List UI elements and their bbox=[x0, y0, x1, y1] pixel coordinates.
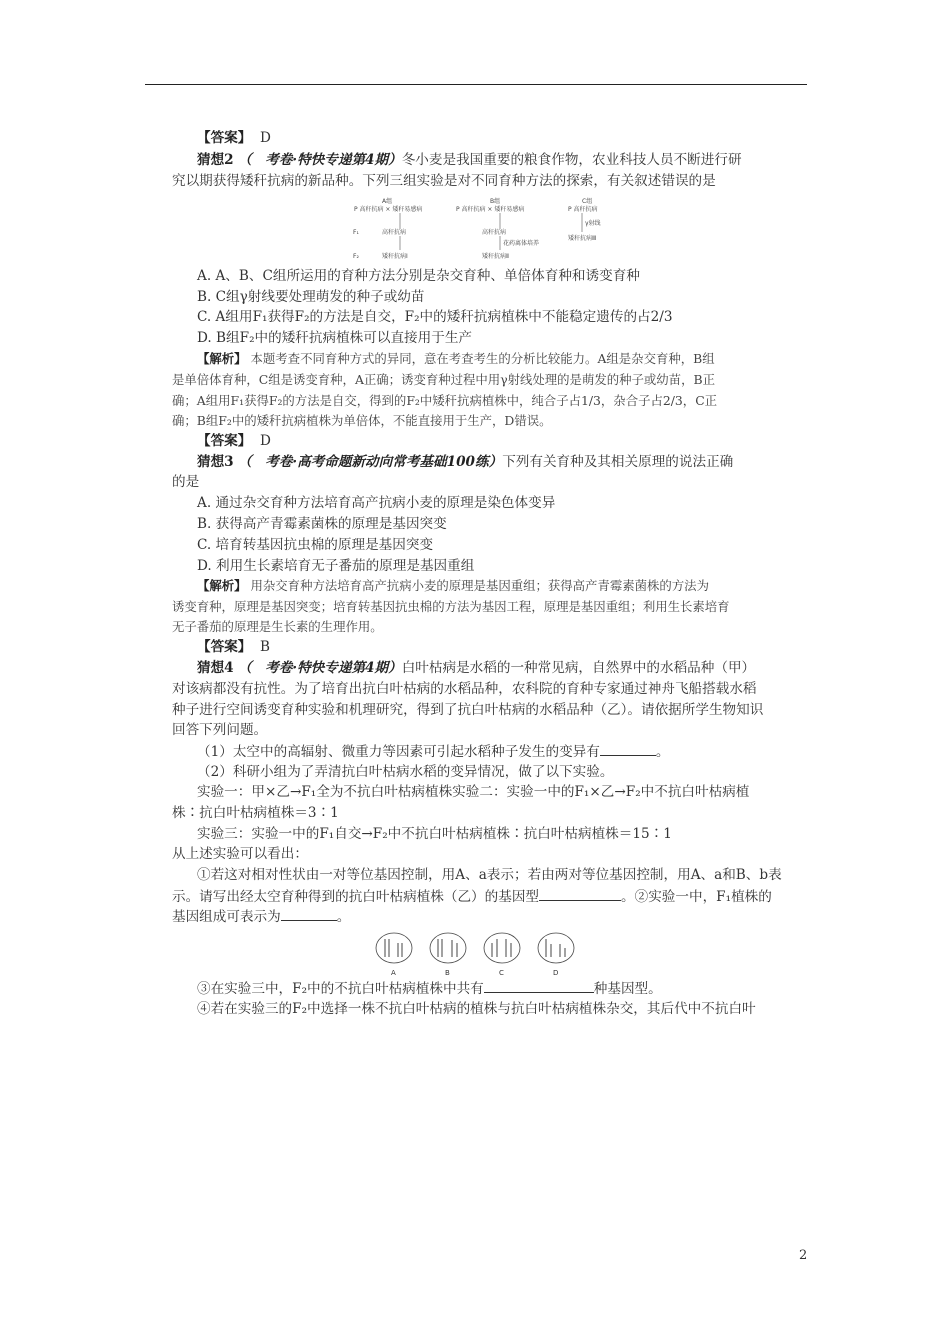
guess-2-option-a: A. A、B、C组所运用的育种方法分别是杂交育种、单倍体育种和诱变育种 bbox=[197, 268, 640, 284]
chromosome-option-b bbox=[430, 933, 466, 963]
guess-2-option-d: D. B组F₂中的矮秆抗病植株可以直接用于生产 bbox=[197, 330, 473, 346]
answer-value: D bbox=[260, 433, 271, 449]
page-number: 2 bbox=[799, 1248, 808, 1263]
answer-value: B bbox=[260, 639, 271, 655]
sub-question-1-text: 示。请写出经太空育种得到的抗白叶枯病植株（乙）的基因型 bbox=[172, 889, 540, 905]
guess-3-option-b: B. 获得高产青霉素菌株的原理是基因突变 bbox=[197, 516, 447, 532]
answer-line-1 bbox=[197, 128, 271, 148]
guess-2-stem-line-2: 究以期获得矮秆抗病的新品种。下列三组实验是对不同育种方法的探索，有关叙述错误的是 bbox=[172, 173, 716, 189]
guess-3-analysis-line-3: 无子番茄的原理是生长素的生理作用。 bbox=[172, 619, 383, 634]
guess-4-stem-line-3: 种子进行空间诱变育种实验和机理研究，得到了抗白叶枯病的水稻品种（乙）。请依据所学生物知识 bbox=[172, 702, 764, 718]
diagram-b-parents: P 高秆抗病 × 矮秆易感病 bbox=[456, 206, 525, 213]
guess-2-option-c: C. A组用F₁获得F₂的方法是自交，F₂中的矮秆抗病植株中不能稳定遗传的占2/3 bbox=[197, 309, 673, 325]
diagram-a-f1: 高秆抗病 bbox=[382, 229, 407, 236]
answer-blank bbox=[539, 886, 621, 901]
diagram-a-f2: 矮秆抗病Ⅰ bbox=[382, 253, 408, 260]
diagram-b-f1: 高秆抗病 bbox=[482, 229, 507, 236]
sub-question-4: ④若在实验三的F₂中选择一株不抗白叶枯病的植株与抗白叶枯病植株杂交，其后代中不抗白叶 bbox=[197, 1001, 756, 1017]
guess-3-source: （ 考卷·高考命题新动向常考基础100练） bbox=[237, 454, 503, 470]
answer-blank bbox=[484, 978, 594, 993]
answer-label: 【答案】 bbox=[197, 433, 252, 449]
experiment-3: 实验三：实验一中的F₁自交→F₂中不抗白叶枯病植株∶抗白叶枯病植株＝15∶1 bbox=[197, 826, 672, 842]
guess-2-analysis-line-3: 确；A组用F₁获得F₂的方法是自交，得到的F₂中矮秆抗病植株中，纯合子占1/3，杂合子占2/3，C正 bbox=[172, 393, 718, 408]
sub-question-3 bbox=[197, 978, 662, 999]
guess-4-question-1: （1）太空中的高辐射、微重力等因素可引起水稻种子发生的变异有 。 bbox=[197, 741, 669, 762]
sub-question-2-continued: 基因组成可表示为 bbox=[172, 909, 281, 925]
header-rule bbox=[145, 84, 807, 85]
chromosome-option-b-label: B bbox=[445, 969, 450, 977]
answer-blank bbox=[600, 741, 656, 756]
guess-3-analysis-line-2: 诱变育种，原理是基因突变；培育转基因抗虫棉的方法为基因工程，原理是基因重组；利用生长素培育 bbox=[172, 599, 730, 614]
analysis-label: 【解析】 bbox=[197, 351, 247, 366]
answer-line-2 bbox=[197, 431, 271, 451]
guess-2-source: （ 考卷·特快专递第4期） bbox=[237, 152, 402, 168]
diagram-b-step: 花药离体培养 bbox=[503, 240, 540, 247]
chromosome-option-a bbox=[376, 933, 412, 963]
guess-3-stem-line-2: 的是 bbox=[172, 474, 200, 490]
guess-2-analysis-text: 本题考查不同育种方式的异同，意在考查考生的分析比较能力。A组是杂交育种，B组 bbox=[250, 351, 715, 366]
sub-question-3-end: 种基因型。 bbox=[593, 981, 662, 997]
guess-3-stem bbox=[197, 452, 733, 472]
answer-blank bbox=[281, 906, 337, 921]
chromosome-option-a-label: A bbox=[391, 969, 396, 977]
guess-2-analysis-line-4: 确；B组F₂中的矮秆抗病植株为单倍体，不能直接用于生产，D错误。 bbox=[172, 413, 552, 428]
guess-3-option-c: C. 培育转基因抗虫棉的原理是基因突变 bbox=[197, 537, 434, 553]
sub-question-1-line-2 bbox=[172, 886, 772, 907]
sub-question-1: ①若这对相对性状由一对等位基因控制，用A、a表示；若由两对等位基因控制，用A、a和B、b表 bbox=[197, 867, 782, 883]
diagram-group-b: B组 bbox=[490, 198, 501, 205]
guess-4-stem-line-4: 回答下列问题。 bbox=[172, 722, 268, 738]
guess-2-analysis bbox=[197, 349, 715, 369]
guess-4-label: 猜想4 bbox=[197, 660, 234, 676]
experiment-2-ratio: 株∶抗白叶枯病植株＝3∶1 bbox=[172, 805, 339, 821]
answer-label: 【答案】 bbox=[197, 639, 252, 655]
guess-4-source: （ 考卷·特快专递第4期） bbox=[237, 660, 402, 676]
breeding-diagram bbox=[350, 196, 620, 262]
guess-3-analysis bbox=[197, 576, 709, 596]
guess-4-question-2: （2）科研小组为了弄清抗白叶枯病水稻的变异情况，做了以下实验。 bbox=[197, 764, 614, 780]
guess-2-option-b: B. C组γ射线要处理萌发的种子或幼苗 bbox=[197, 289, 425, 305]
guess-3-option-d: D. 利用生长素培育无子番茄的原理是基因重组 bbox=[197, 558, 475, 574]
guess-3-analysis-text: 用杂交育种方法培育高产抗病小麦的原理是基因重组；获得高产青霉素菌株的方法为 bbox=[250, 578, 709, 593]
sub-question-2-line-2: 基因组成可表示为 。 bbox=[172, 906, 350, 927]
guess-2-label: 猜想2 bbox=[197, 152, 234, 168]
guess-3-stem-text: 下列有关育种及其相关原理的说法正确 bbox=[502, 454, 734, 470]
chromosome-options-figure bbox=[372, 930, 582, 978]
observation-intro: 从上述实验可以看出： bbox=[172, 846, 308, 862]
sub-question-3-text: ③在实验三中，F₂中的不抗白叶枯病植株中共有 bbox=[197, 981, 484, 997]
chromosome-option-d-label: D bbox=[553, 969, 559, 977]
guess-4-stem-line-2: 对该病都没有抗性。为了培育出抗白叶枯病的水稻品种，农科院的育种专家通过神舟飞船搭载水稻 bbox=[172, 681, 757, 697]
diagram-a-parents: P 高秆抗病 × 矮秆易感病 bbox=[354, 206, 423, 213]
answer-value: D bbox=[260, 130, 271, 146]
guess-2-stem-text: 冬小麦是我国重要的粮食作物，农业科技人员不断进行研 bbox=[401, 152, 742, 168]
answer-label: 【答案】 bbox=[197, 130, 252, 146]
analysis-label: 【解析】 bbox=[197, 578, 247, 593]
chromosome-option-d bbox=[538, 933, 574, 963]
guess-2-stem bbox=[197, 150, 742, 170]
guess-4-stem-text: 白叶枯病是水稻的一种常见病，自然界中的水稻品种（甲） bbox=[401, 660, 756, 676]
diagram-c-result: 矮秆抗病Ⅲ bbox=[568, 235, 597, 242]
guess-2-analysis-line-2: 是单倍体育种，C组是诱变育种，A正确；诱变育种过程中用γ射线处理的是萌发的种子或幼苗，B正 bbox=[172, 372, 715, 387]
diagram-row-f1: F₁ bbox=[353, 229, 359, 236]
diagram-c-step: γ射线 bbox=[585, 220, 601, 227]
diagram-group-a: A组 bbox=[382, 198, 393, 205]
chromosome-option-c bbox=[484, 933, 520, 963]
guess-3-option-a: A. 通过杂交育种方法培育高产抗病小麦的原理是染色体变异 bbox=[197, 495, 556, 511]
guess-4-stem bbox=[197, 658, 755, 678]
guess-4-question-1-text: （1）太空中的高辐射、微重力等因素可引起水稻种子发生的变异有 bbox=[197, 744, 600, 760]
diagram-row-f2: F₂ bbox=[353, 253, 359, 260]
guess-3-label: 猜想3 bbox=[197, 454, 234, 470]
diagram-group-c: C组 bbox=[582, 198, 593, 205]
answer-line-3 bbox=[197, 637, 270, 657]
chromosome-option-c-label: C bbox=[499, 969, 504, 977]
diagram-b-f2: 矮秆抗病Ⅱ bbox=[482, 253, 509, 260]
diagram-c-parent: P 高秆抗病 bbox=[568, 206, 598, 213]
experiment-1-and-2: 实验一：甲×乙→F₁全为不抗白叶枯病植株实验二：实验一中的F₁×乙→F₂中不抗白叶枯病植 bbox=[197, 784, 750, 800]
sub-question-2-text: 。②实验一中，F₁植株的 bbox=[621, 889, 772, 905]
